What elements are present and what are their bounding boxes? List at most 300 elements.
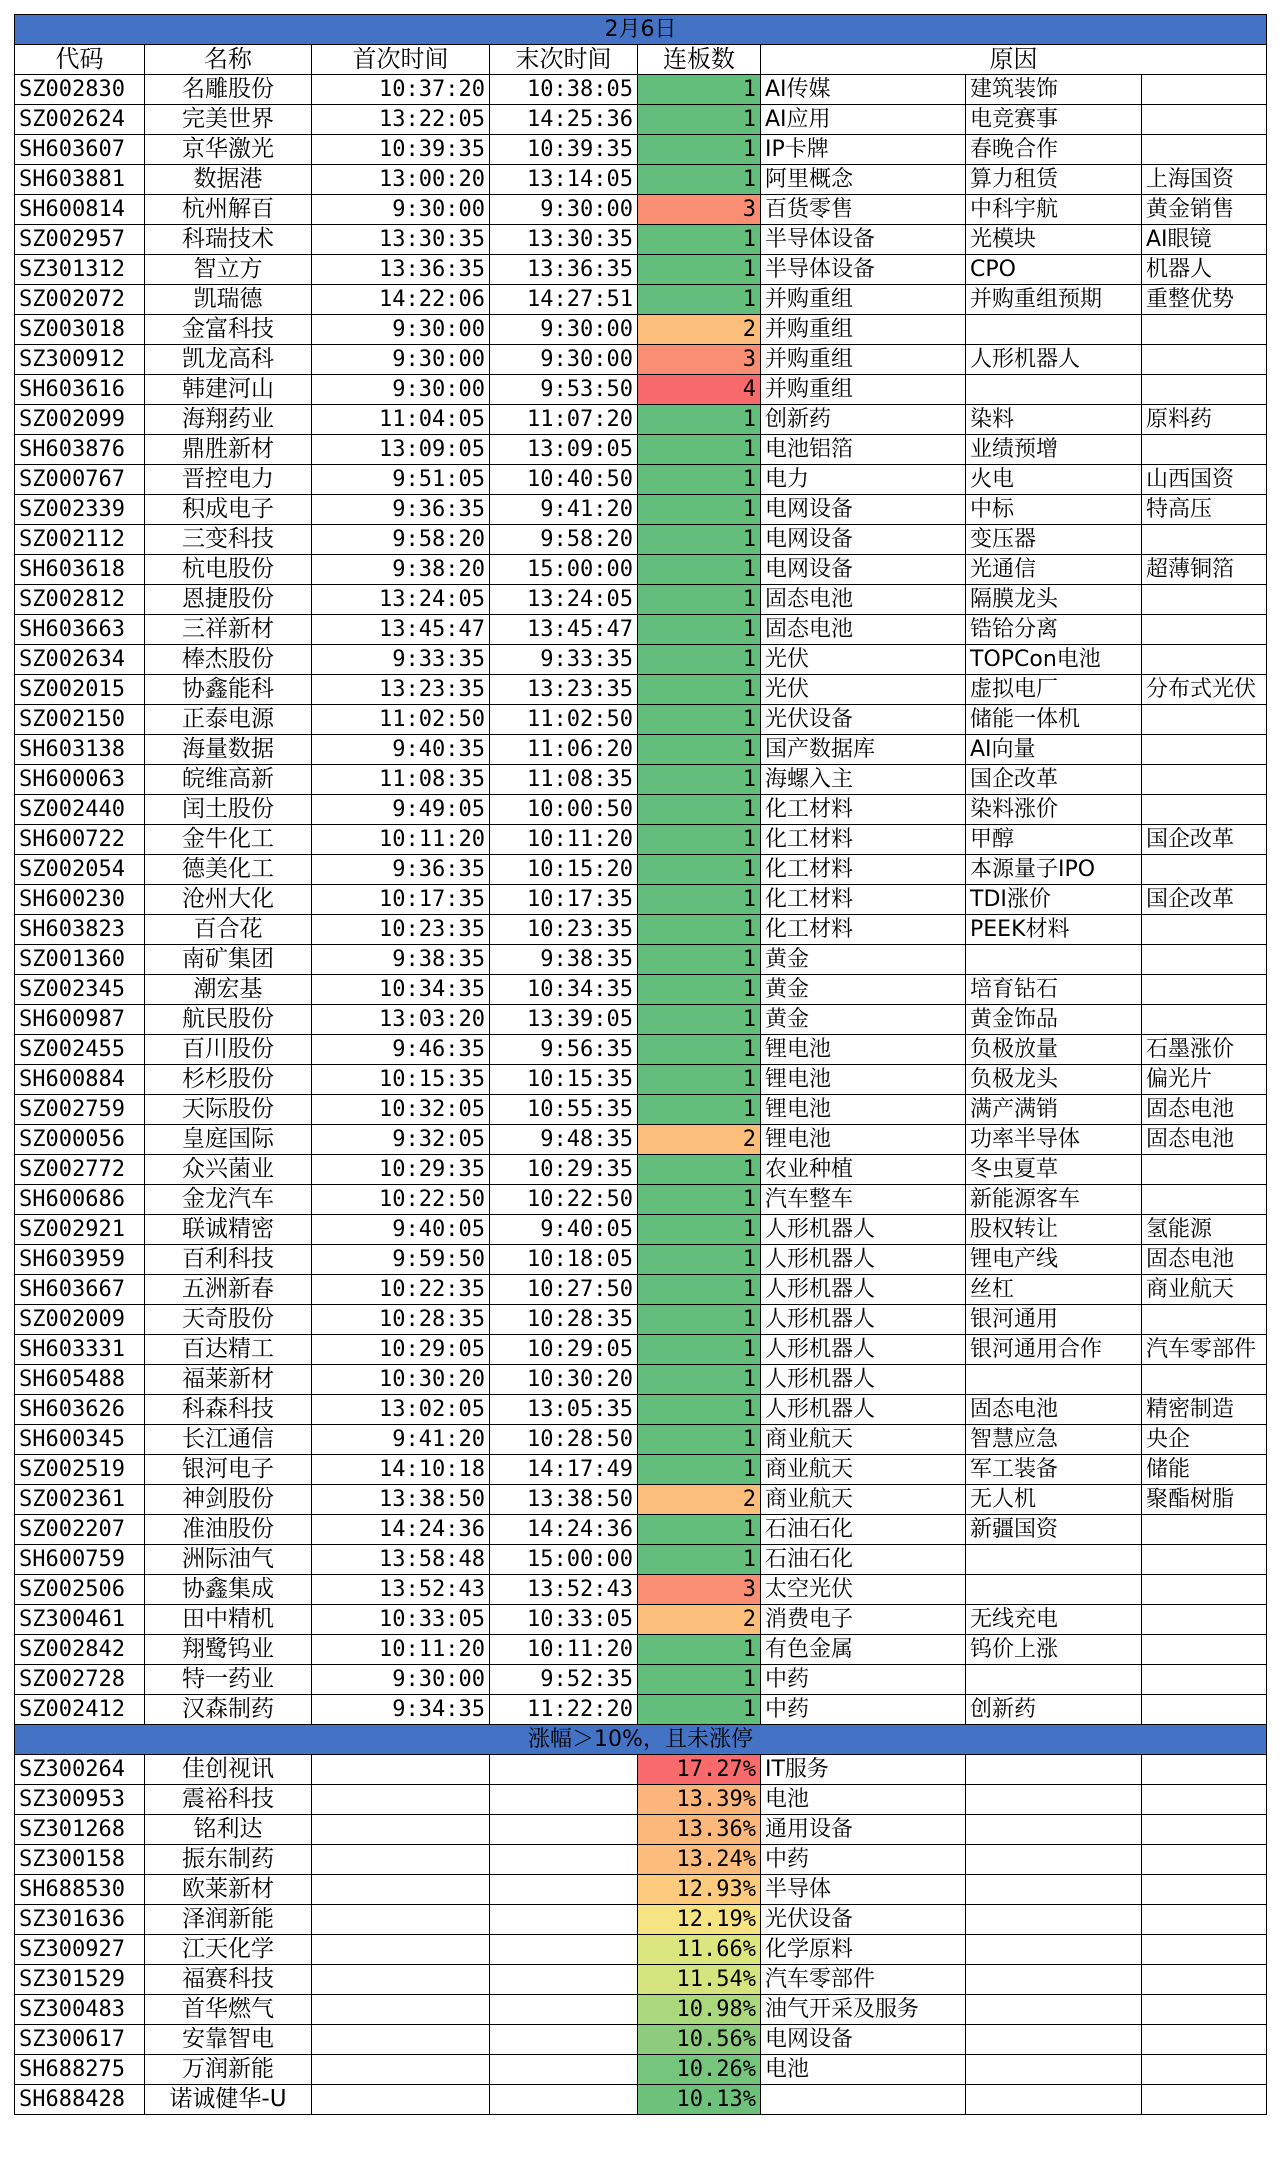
streak-count: 1	[638, 645, 761, 675]
first-time: 10:29:35	[312, 1155, 490, 1185]
reason-1: 电网设备	[761, 555, 966, 585]
stock-code: SH600063	[15, 765, 145, 795]
reason-3	[1142, 795, 1267, 825]
reason-3: 机器人	[1142, 255, 1267, 285]
reason-2: 光通信	[966, 555, 1142, 585]
reason-2: 银河通用合作	[966, 1335, 1142, 1365]
reason-2	[966, 2085, 1142, 2115]
section2-title: 涨幅＞10%，且未涨停	[15, 1725, 1267, 1755]
reason-3	[1142, 1665, 1267, 1695]
stock-name: 三变科技	[145, 525, 312, 555]
reason-3: 汽车零部件	[1142, 1335, 1267, 1365]
stock-code: SZ002150	[15, 705, 145, 735]
reason-1: 化工材料	[761, 825, 966, 855]
stock-code: SZ001360	[15, 945, 145, 975]
reason-3: 特高压	[1142, 495, 1267, 525]
first-time: 10:28:35	[312, 1305, 490, 1335]
stock-code: SZ002506	[15, 1575, 145, 1605]
streak-count: 1	[638, 1545, 761, 1575]
first-time-empty	[312, 1785, 490, 1815]
stock-name: 金富科技	[145, 315, 312, 345]
reason-2	[966, 1845, 1142, 1875]
first-time: 10:15:35	[312, 1065, 490, 1095]
streak-count: 1	[638, 405, 761, 435]
table-row	[15, 1785, 1267, 1815]
last-time: 9:48:35	[490, 1125, 638, 1155]
streak-count: 1	[638, 945, 761, 975]
stock-code: SZ002842	[15, 1635, 145, 1665]
streak-count: 3	[638, 1575, 761, 1605]
table-row	[15, 285, 1267, 315]
reason-2	[966, 1935, 1142, 1965]
table-row	[15, 375, 1267, 405]
stock-name: 杭州解百	[145, 195, 312, 225]
reason-2: 人形机器人	[966, 345, 1142, 375]
streak-count: 1	[638, 1305, 761, 1335]
first-time: 9:30:00	[312, 315, 490, 345]
last-time: 9:52:35	[490, 1665, 638, 1695]
stock-name: 智立方	[145, 255, 312, 285]
stock-name: 杉杉股份	[145, 1065, 312, 1095]
streak-count: 1	[638, 825, 761, 855]
last-time: 10:38:05	[490, 75, 638, 105]
reason-2: 算力租赁	[966, 165, 1142, 195]
reason-2: TOPCon电池	[966, 645, 1142, 675]
reason-2: 光模块	[966, 225, 1142, 255]
stock-name: 众兴菌业	[145, 1155, 312, 1185]
first-time: 14:22:06	[312, 285, 490, 315]
limit-up-table	[14, 14, 1267, 2115]
last-time: 15:00:00	[490, 555, 638, 585]
reason-3	[1142, 1875, 1267, 1905]
stock-code: SZ002455	[15, 1035, 145, 1065]
table-row	[15, 1365, 1267, 1395]
last-time-empty	[490, 1995, 638, 2025]
stock-name: 海翔药业	[145, 405, 312, 435]
reason-3	[1142, 1365, 1267, 1395]
reason-1: 百货零售	[761, 195, 966, 225]
last-time: 10:15:20	[490, 855, 638, 885]
stock-code: SZ002624	[15, 105, 145, 135]
last-time: 10:55:35	[490, 1095, 638, 1125]
table-row	[15, 885, 1267, 915]
stock-name: 福赛科技	[145, 1965, 312, 1995]
stock-name: 潮宏基	[145, 975, 312, 1005]
stock-name: 准油股份	[145, 1515, 312, 1545]
reason-2: PEEK材料	[966, 915, 1142, 945]
stock-name: 银河电子	[145, 1455, 312, 1485]
stock-code: SZ002015	[15, 675, 145, 705]
first-time: 13:03:20	[312, 1005, 490, 1035]
reason-2	[966, 315, 1142, 345]
reason-2: 虚拟电厂	[966, 675, 1142, 705]
reason-1: 固态电池	[761, 615, 966, 645]
first-time: 9:41:20	[312, 1425, 490, 1455]
reason-2: 锆铪分离	[966, 615, 1142, 645]
table-row	[15, 105, 1267, 135]
reason-2: 染料涨价	[966, 795, 1142, 825]
first-time: 9:58:20	[312, 525, 490, 555]
last-time: 10:30:20	[490, 1365, 638, 1395]
last-time: 14:17:49	[490, 1455, 638, 1485]
stock-name: 泽润新能	[145, 1905, 312, 1935]
reason-1: 光伏设备	[761, 705, 966, 735]
last-time: 10:34:35	[490, 975, 638, 1005]
reason-1: 商业航天	[761, 1455, 966, 1485]
reason-2: 丝杠	[966, 1275, 1142, 1305]
reason-3	[1142, 645, 1267, 675]
first-time: 10:34:35	[312, 975, 490, 1005]
table-row	[15, 135, 1267, 165]
table-row	[15, 555, 1267, 585]
streak-count: 1	[638, 1275, 761, 1305]
stock-code: SZ002519	[15, 1455, 145, 1485]
reason-3	[1142, 435, 1267, 465]
stock-name: 完美世界	[145, 105, 312, 135]
stock-name: 皖维高新	[145, 765, 312, 795]
stock-code: SZ002634	[15, 645, 145, 675]
stock-code: SZ002009	[15, 1305, 145, 1335]
reason-1: 商业航天	[761, 1485, 966, 1515]
stock-name: 首华燃气	[145, 1995, 312, 2025]
stock-code: SH603663	[15, 615, 145, 645]
header-code: 代码	[15, 45, 145, 75]
first-time-empty	[312, 2085, 490, 2115]
first-time: 10:39:35	[312, 135, 490, 165]
stock-name: 南矿集团	[145, 945, 312, 975]
stock-code: SZ002921	[15, 1215, 145, 1245]
last-time: 11:22:20	[490, 1695, 638, 1725]
streak-count: 1	[638, 765, 761, 795]
stock-code: SZ300953	[15, 1785, 145, 1815]
reason-3	[1142, 1635, 1267, 1665]
stock-name: 铭利达	[145, 1815, 312, 1845]
stock-code: SZ002099	[15, 405, 145, 435]
last-time: 10:40:50	[490, 465, 638, 495]
reason-1: 并购重组	[761, 345, 966, 375]
last-time: 10:17:35	[490, 885, 638, 915]
header-last-time: 末次时间	[490, 45, 638, 75]
streak-count: 1	[638, 135, 761, 165]
stock-name: 特一药业	[145, 1665, 312, 1695]
reason-1: 锂电池	[761, 1035, 966, 1065]
stock-code: SH603959	[15, 1245, 145, 1275]
reason-2	[966, 1995, 1142, 2025]
table-row	[15, 1575, 1267, 1605]
reason-1: 黄金	[761, 975, 966, 1005]
reason-3	[1142, 2055, 1267, 2085]
streak-count: 1	[638, 75, 761, 105]
reason-2: 本源量子IPO	[966, 855, 1142, 885]
reason-3	[1142, 1005, 1267, 1035]
reason-2: AI向量	[966, 735, 1142, 765]
gain-percent: 13.39%	[638, 1785, 761, 1815]
reason-3: 国企改革	[1142, 885, 1267, 915]
reason-3: 固态电池	[1142, 1125, 1267, 1155]
reason-1: 电网设备	[761, 2025, 966, 2055]
reason-2	[966, 2055, 1142, 2085]
stock-code: SZ002361	[15, 1485, 145, 1515]
reason-1: 化工材料	[761, 795, 966, 825]
stock-code: SH600884	[15, 1065, 145, 1095]
streak-count: 1	[638, 675, 761, 705]
stock-code: SH688275	[15, 2055, 145, 2085]
stock-code: SZ301268	[15, 1815, 145, 1845]
table-row	[15, 1485, 1267, 1515]
stock-code: SH600230	[15, 885, 145, 915]
gain-percent: 11.54%	[638, 1965, 761, 1995]
stock-code: SZ300483	[15, 1995, 145, 2025]
reason-3	[1142, 75, 1267, 105]
reason-3	[1142, 975, 1267, 1005]
reason-3	[1142, 1905, 1267, 1935]
table-row	[15, 615, 1267, 645]
stock-name: 天际股份	[145, 1095, 312, 1125]
first-time: 13:22:05	[312, 105, 490, 135]
first-time-empty	[312, 1905, 490, 1935]
last-time: 13:24:05	[490, 585, 638, 615]
reason-1: 中药	[761, 1665, 966, 1695]
reason-2: 建筑装饰	[966, 75, 1142, 105]
stock-name: 沧州大化	[145, 885, 312, 915]
table-row	[15, 915, 1267, 945]
stock-code: SZ301312	[15, 255, 145, 285]
reason-2: 无线充电	[966, 1605, 1142, 1635]
stock-code: SH600759	[15, 1545, 145, 1575]
reason-1: 太空光伏	[761, 1575, 966, 1605]
stock-name: 棒杰股份	[145, 645, 312, 675]
stock-code: SZ002759	[15, 1095, 145, 1125]
stock-name: 神剑股份	[145, 1485, 312, 1515]
reason-1: 光伏设备	[761, 1905, 966, 1935]
stock-name: 科森科技	[145, 1395, 312, 1425]
first-time: 10:17:35	[312, 885, 490, 915]
reason-1: 化学原料	[761, 1935, 966, 1965]
streak-count: 1	[638, 1515, 761, 1545]
table-row	[15, 1545, 1267, 1575]
reason-1: 人形机器人	[761, 1395, 966, 1425]
reason-2: 火电	[966, 465, 1142, 495]
stock-name: 万润新能	[145, 2055, 312, 2085]
last-time: 10:27:50	[490, 1275, 638, 1305]
reason-1: 人形机器人	[761, 1275, 966, 1305]
gain-percent: 10.26%	[638, 2055, 761, 2085]
reason-1: 农业种植	[761, 1155, 966, 1185]
stock-name: 航民股份	[145, 1005, 312, 1035]
reason-2: 电竞赛事	[966, 105, 1142, 135]
stock-name: 安靠智电	[145, 2025, 312, 2055]
reason-1: IT服务	[761, 1755, 966, 1785]
stock-code: SZ002339	[15, 495, 145, 525]
table-row	[15, 1215, 1267, 1245]
last-time: 10:00:50	[490, 795, 638, 825]
stock-name: 德美化工	[145, 855, 312, 885]
reason-1: IP卡牌	[761, 135, 966, 165]
reason-1: 电池铝箔	[761, 435, 966, 465]
stock-name: 翔鹭钨业	[145, 1635, 312, 1665]
first-time: 14:24:36	[312, 1515, 490, 1545]
first-time-empty	[312, 1845, 490, 1875]
stock-code: SZ002072	[15, 285, 145, 315]
reason-2: 满产满销	[966, 1095, 1142, 1125]
reason-3: 原料药	[1142, 405, 1267, 435]
stock-name: 长江通信	[145, 1425, 312, 1455]
last-time-empty	[490, 1755, 638, 1785]
first-time: 10:33:05	[312, 1605, 490, 1635]
first-time: 9:51:05	[312, 465, 490, 495]
reason-1: 人形机器人	[761, 1245, 966, 1275]
stock-code: SH600987	[15, 1005, 145, 1035]
stock-name: 汉森制药	[145, 1695, 312, 1725]
stock-code: SH603667	[15, 1275, 145, 1305]
last-time: 11:08:35	[490, 765, 638, 795]
first-time: 13:24:05	[312, 585, 490, 615]
stock-name: 金牛化工	[145, 825, 312, 855]
stock-code: SH603138	[15, 735, 145, 765]
reason-1: 化工材料	[761, 855, 966, 885]
streak-count: 1	[638, 735, 761, 765]
last-time: 11:07:20	[490, 405, 638, 435]
reason-2: 春晚合作	[966, 135, 1142, 165]
stock-name: 科瑞技术	[145, 225, 312, 255]
last-time: 10:15:35	[490, 1065, 638, 1095]
table-row	[15, 75, 1267, 105]
reason-2: 中科宇航	[966, 195, 1142, 225]
reason-2: 锂电产线	[966, 1245, 1142, 1275]
table-row	[15, 945, 1267, 975]
stock-code: SZ002812	[15, 585, 145, 615]
stock-code: SZ002207	[15, 1515, 145, 1545]
reason-1: 电网设备	[761, 525, 966, 555]
streak-count: 1	[638, 495, 761, 525]
stock-name: 积成电子	[145, 495, 312, 525]
first-time: 13:30:35	[312, 225, 490, 255]
streak-count: 1	[638, 1065, 761, 1095]
first-time: 10:37:20	[312, 75, 490, 105]
reason-1: 人形机器人	[761, 1335, 966, 1365]
reason-2: 军工装备	[966, 1455, 1142, 1485]
first-time: 13:00:20	[312, 165, 490, 195]
last-time: 13:05:35	[490, 1395, 638, 1425]
reason-3: 精密制造	[1142, 1395, 1267, 1425]
streak-count: 1	[638, 1395, 761, 1425]
streak-count: 1	[638, 1365, 761, 1395]
streak-count: 1	[638, 885, 761, 915]
stock-code: SZ000056	[15, 1125, 145, 1155]
reason-3	[1142, 765, 1267, 795]
stock-name: 田中精机	[145, 1605, 312, 1635]
reason-2: 并购重组预期	[966, 285, 1142, 315]
last-time-empty	[490, 2085, 638, 2115]
stock-code: SZ002772	[15, 1155, 145, 1185]
reason-2: 负极放量	[966, 1035, 1142, 1065]
last-time: 13:39:05	[490, 1005, 638, 1035]
reason-3	[1142, 915, 1267, 945]
header-streak: 连板数	[638, 45, 761, 75]
reason-1: 创新药	[761, 405, 966, 435]
streak-count: 1	[638, 465, 761, 495]
streak-count: 1	[638, 255, 761, 285]
table-row	[15, 1515, 1267, 1545]
last-time: 9:30:00	[490, 315, 638, 345]
reason-2: 负极龙头	[966, 1065, 1142, 1095]
first-time-empty	[312, 1935, 490, 1965]
stock-code: SH603607	[15, 135, 145, 165]
table-row	[15, 1155, 1267, 1185]
stock-name: 恩捷股份	[145, 585, 312, 615]
table-row	[15, 735, 1267, 765]
last-time-empty	[490, 1935, 638, 1965]
table-row	[15, 765, 1267, 795]
reason-3: AI眼镜	[1142, 225, 1267, 255]
gain-percent: 11.66%	[638, 1935, 761, 1965]
first-time: 9:38:35	[312, 945, 490, 975]
reason-3: 氢能源	[1142, 1215, 1267, 1245]
last-time: 9:56:35	[490, 1035, 638, 1065]
table-row	[15, 345, 1267, 375]
first-time-empty	[312, 2025, 490, 2055]
reason-3: 国企改革	[1142, 825, 1267, 855]
streak-count: 1	[638, 705, 761, 735]
reason-1: AI传媒	[761, 75, 966, 105]
stock-code: SZ003018	[15, 315, 145, 345]
reason-2: 新疆国资	[966, 1515, 1142, 1545]
table-row	[15, 1605, 1267, 1635]
reason-3: 央企	[1142, 1425, 1267, 1455]
first-time: 10:11:20	[312, 825, 490, 855]
stock-name: 闰土股份	[145, 795, 312, 825]
reason-1: 化工材料	[761, 915, 966, 945]
first-time: 9:33:35	[312, 645, 490, 675]
stock-code: SH600814	[15, 195, 145, 225]
stock-name: 数据港	[145, 165, 312, 195]
table-row	[15, 405, 1267, 435]
reason-3	[1142, 1575, 1267, 1605]
stock-name: 震裕科技	[145, 1785, 312, 1815]
stock-name: 名雕股份	[145, 75, 312, 105]
streak-count: 1	[638, 285, 761, 315]
reason-1: 国产数据库	[761, 735, 966, 765]
table-row	[15, 1095, 1267, 1125]
reason-3	[1142, 345, 1267, 375]
last-time: 13:38:50	[490, 1485, 638, 1515]
first-time: 9:30:00	[312, 375, 490, 405]
first-time: 10:30:20	[312, 1365, 490, 1395]
stock-code: SZ300158	[15, 1845, 145, 1875]
reason-1: 锂电池	[761, 1125, 966, 1155]
table-row	[15, 645, 1267, 675]
stock-name: 联诚精密	[145, 1215, 312, 1245]
last-time-empty	[490, 2055, 638, 2085]
table-row	[15, 1185, 1267, 1215]
last-time-empty	[490, 1815, 638, 1845]
reason-1: 并购重组	[761, 285, 966, 315]
stock-code: SZ301636	[15, 1905, 145, 1935]
reason-3	[1142, 855, 1267, 885]
table-row	[15, 165, 1267, 195]
first-time: 13:36:35	[312, 255, 490, 285]
streak-count: 1	[638, 1005, 761, 1035]
table-row	[15, 1905, 1267, 1935]
reason-3: 商业航天	[1142, 1275, 1267, 1305]
stock-name: 百川股份	[145, 1035, 312, 1065]
last-time-empty	[490, 1845, 638, 1875]
reason-1: 黄金	[761, 945, 966, 975]
reason-2: 中标	[966, 495, 1142, 525]
stock-name: 江天化学	[145, 1935, 312, 1965]
stock-code: SZ300912	[15, 345, 145, 375]
reason-1: 光伏	[761, 645, 966, 675]
